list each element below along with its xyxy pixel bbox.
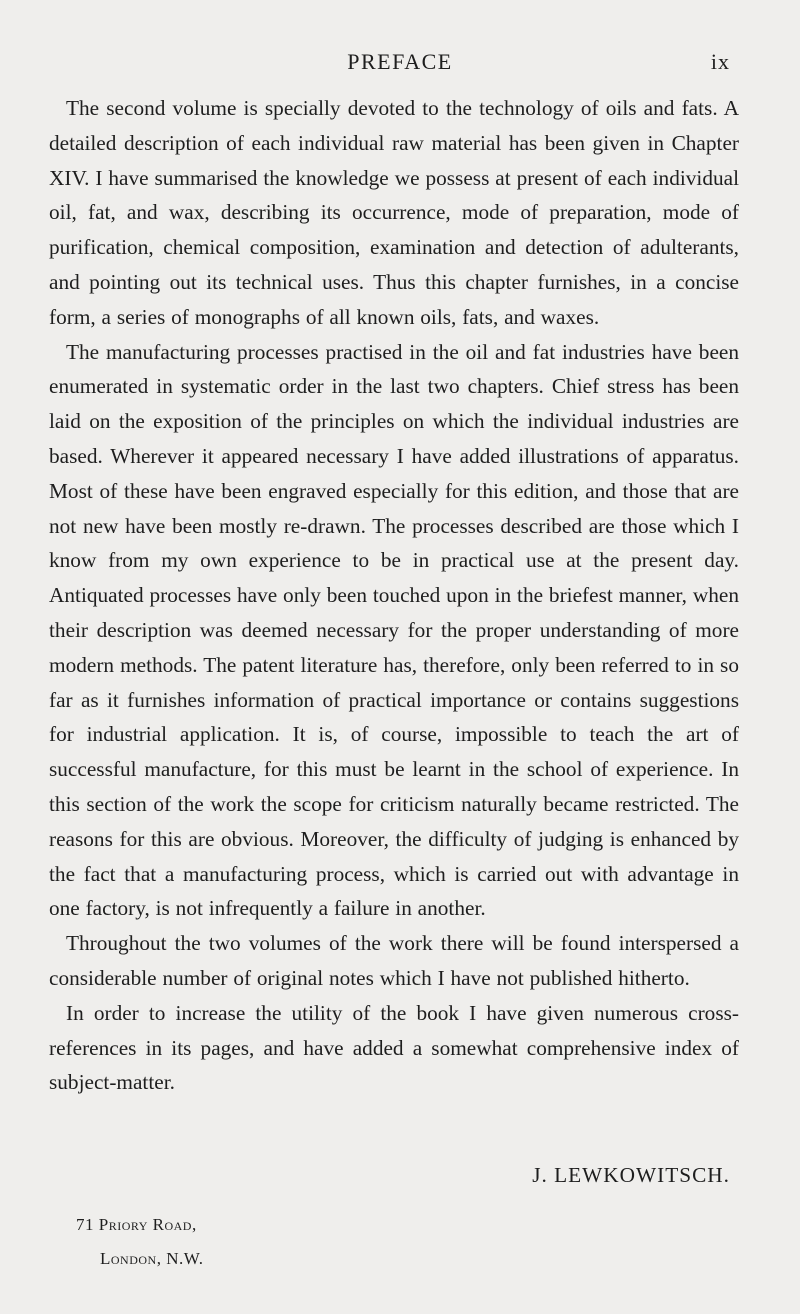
paragraph-3: Throughout the two volumes of the work there will be found interspersed a considerable number of original notes which I have not published hitherto. xyxy=(49,931,739,990)
paragraph-4: In order to increase the utility of the book I have given numerous cross-references in its pages, and have added a somewhat comprehensive index of subject-matter. xyxy=(49,1000,739,1095)
address-line-2: London, N.W. xyxy=(100,1249,204,1268)
paragraph-2: The manufacturing processes practised in the oil and fat industries have been enumerated in systematic order in the last two chapters. Chief stress has been laid on the exposition of the principles on which the individual industries are based. Wherever it appeared necessary I have added illustrations of apparatus. Most of these have been engraved especially for this edition, and those that are not new have been mostly re-drawn. The processes described are those which I know from my own experience to be in practical use at the present day. Antiquated processes have only been touched upon in the briefest manner, when their description was deemed necessary for the proper understanding of more modern methods. The patent literature has, therefore, only been referred to in so far as it furnishes information of practical importance or contains suggestions for industrial application. It is, of course, impossible to teach the art of successful manufacture, for this must be learnt in the school of experience. In this section of the work the scope for criticism naturally became restricted. The reasons for this are obvious. Moreover, the difficulty of judging is enhanced by the fact that a manufacturing process, which is carried out with advantage in one factory, is not infrequently a failure in another. xyxy=(49,339,739,921)
running-head xyxy=(0,48,800,88)
author-address xyxy=(76,1208,203,1276)
address-line-1: 71 Priory Road, xyxy=(76,1215,197,1234)
running-title: PREFACE xyxy=(347,49,453,74)
author-signature: J. LEWKOWITSCH. xyxy=(532,1163,730,1187)
paragraph-1: The second volume is specially devoted to the technology of oils and fats. A detailed description of each individual raw material has been given in Chapter XIV. I have summarised the knowledge we possess at present of each individual oil, fat, and wax, describing its occurrence, mode of preparation, mode of purification, chemical composition, examination and detection of adulterants, and pointing out its technical uses. Thus this chapter furnishes, in a concise form, a series of monographs of all known oils, fats, and waxes. xyxy=(49,96,739,329)
page-number: ix xyxy=(710,49,730,74)
preface-body xyxy=(49,91,739,1100)
